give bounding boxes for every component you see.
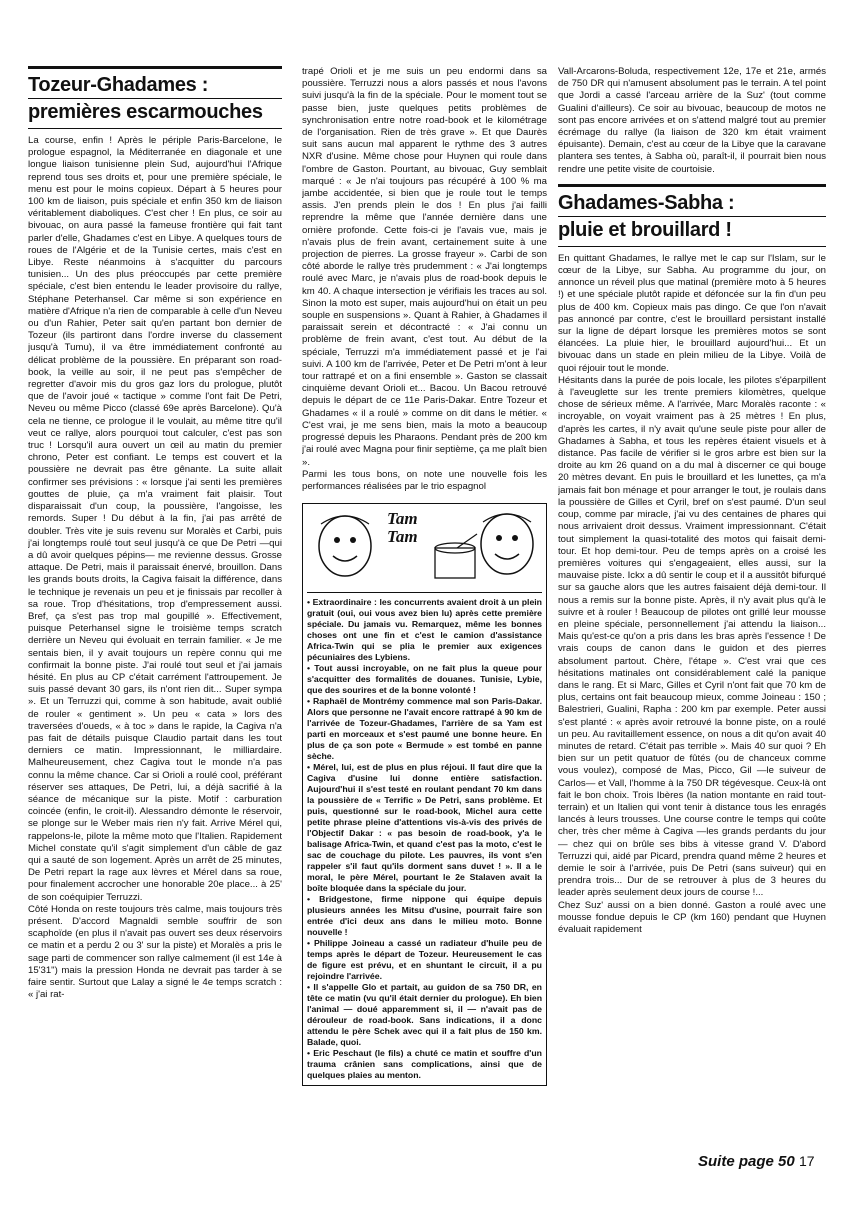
article1-title-line1: Tozeur-Ghadames : — [28, 74, 209, 96]
tamtam-item: • Mérel, lui, est de plus en plus réjoui. Il faut dire que la Cagiva d'usine lui donne entière satisfaction. Aujourd'hui il s'est testé en roulant pendant 70 km dans la poussière de « Terrific » De Petri, sans problème. Et puis, questionné sur le road-book, Michel aura cette petite phrase pleine d'attentions vis-à-vis des privés de l'Objectif Dakar : « pas besoin de road-book, y'a le balisage Africa-Twin, et quand c'est pas la moto, c'est le sac de couchage du pilote. Les pauvres, ils vont s'en rappeler s'il faut qu'ils dorment sans duvet ! ». Il a le moral, le père Mérel, pourtant le 2e Stalaven avait la boîte bloquée dans la spéciale du jour. — [307, 762, 542, 894]
article2-paragraph: Chez Suz' aussi on a bien donné. Gaston a roulé avec une mousse fondue depuis le CP (km 160) pendant que Huynen évaluait rapidement — [558, 899, 826, 935]
column-1 — [28, 66, 282, 1166]
tamtam-logo-line2: Tam — [387, 527, 418, 547]
tamtam-item: • Bridgestone, firme nippone qui équipe depuis plusieurs années les Mitsu d'usine, pourrait faire son entrée d'ici deux ans dans le milieu moto. Bonne nouvelle ! — [307, 894, 542, 938]
tamtam-item: • Extraordinaire : les concurrents avaient droit à un plein gratuit (oui, oui vous avez bien lu) après cette première spéciale. Du jamais vu. Remarquez, même les bonnes choses ont une fin et c'est le camion d'assistance Africa-Twin qui se plia le premier aux exigences pécuniaires des Lybiens. — [307, 597, 542, 663]
article1-paragraph: Côté Honda on reste toujours très calme, mais toujours très présent. D'accord Magnaldi semble souffrir de son scaphoïde (en plus il n'avait pas ouvert ses deux réservoirs ce matin et a perdu 2 ou 3' sur la piste) et Moralès a pris le sage parti de commencer son rallye calmement (il est 14e à 15'31") mais la pression Honda ne devrait pas tarder à se faire sentir. Surtout que Lalay a signé le 4e temps scratch : « j'ai rat- — [28, 903, 282, 1001]
article1-paragraph: La course, enfin ! Après le périple Paris-Barcelone, le prologue espagnol, la Méditerranée en diagonale et une longue liaison tunisienne plein Sud, aujourd'hui l'Afrique reprend tous ses droits et, pour une première spéciale, le menu est pour le moins copieux. Départ à 5 heures pour 100 km de liaison, puis spéciale et enfin 350 km de liaison véritablement diaboliques. C'est cher ! En plus, ce soir au bivouac, on aura passé la fameuse frontière qui fait tant parler d'elle, Ghadames c'est en Libye. A quelques tours de roues de l'Algérie et de la Tunisie certes, mais c'est en Libye. Reste néanmoins à s'acquitter du parcours tunisien... Un des plus préoccupés par cette première spéciale, c'est bien entendu le leader provisoire du rallye, Stéphane Peterhansel. Car même si son expérience en matière d'Afrique n'a rien de comparable à celle d'un Neveu ou d'un Rahier, Peter sait qu'en partant bon dernier de Tozeur (ils partiront dans l'ordre inverse du classement jusqu'à Tumu), il va être immédiatement confronté au délicat problème de la poussière. En préparant son road-book, la veille au soir, il ne peut pas s'empêcher de regretter d'avoir mis du gros gaz lors du prologue, plutôt que de l'avoir joué « tactique » comme l'ont fait De Petri, Neveu ou même Picco (classé 69e après Barcelone). Qu'à cela ne tienne, ce prologue il le voulait, au même titre qu'il veut ce rallye, alors pourquoi tout calculer, c'est pas son truc ! Lorsqu'il aura ouvert un œil au matin du premier chrono, Peter est confiant. Le temps est couvert et la poussière ne devrait pas être gênante. La suite allait confirmer ses prévisions : « lorsque j'ai senti les premières gouttes de pluie, ça m'a vraiment fait plaisir. Tout disparaissait d'un coup, la poussière, l'angoisse, les remords. Super ! Du début à la fin, j'ai pas arrêté de doubler. Très vite je suis revenu sur Moralès et Carbi, puis j'ai longtemps roulé tout seul jusqu'à ce que De Petri —qui a dû avoir quelques pépins— me revienne dessus. Grosse attaque. De Petri, mais il paraissait énervé, brouillon. Dans les grands bouts droits, la Cagiva faisait la différence, dans le technique je revenais un peu et je finissais par recoller à sa roue. Trop d'hésitations, trop d'empressement aussi. Bref, ça s'est pas trop mal goupillé ». Effectivement, puisque Peterhansel signe le troisième temps scratch derrière un Neveu qui évoluait en terrain familier. « Je me sentais bien, il y avait toujours un repère connu qui me confirmait la bonne piste. J'ai roulé tout seul et j'ai jamais hésité. En plus au CP c'était carrément l'attroupement. Je suis passé devant 30 gars, ils n'ont rien dit... Super sympa ». Et un Terruzzi qui, comme à son habitude, avait oublié de rouler « gentiment ». Un peu « cata » lors des traversées d'oueds, « à toc » dans le rapide, la Cagiva n'a pas fait de détails puisque Claudio partait dans les tout derniers ce matin. Impressionnant, le milliardaire. Malheureusement, chez Cagiva tout le monde n'a pas connu la même chance. Car si Orioli a roulé cool, préférant réserver ses attaques, De Petri, lui, a déjà sacrifié à la séance de mécanique sur la piste. Motif : carburation coincée (enfin, le croit-il). Alessandro démonte le réservoir, se plonge sur le Weber mais rien n'y fait. Arrive Mérel qui, rappelons-le, pilote la même moto que l'Italien. Rapidement Michel constate qu'il s'agit simplement d'un câble de gaz qui a sauté de son logement. Après un arrêt de 25 minutes, De Petri repart la rage aux lèvres et Mérel dans sa roue, pour finalement accrocher une honorable 20e place... à 25' de son coéquipier Terruzzi. — [28, 135, 282, 903]
tamtam-text — [307, 597, 542, 1081]
tamtam-item: • Il s'appelle Glo et partait, au guidon de sa 750 DR, en tête ce matin (vu qu'il était dernier du prologue). Eh bien l'animal — doué apparemment si, il — n'avait pas de dérouleur de road-book. Sans indications, il a donc attendu le père Schek avec qui il a fait plus de 150 km. Balade, quoi. — [307, 982, 542, 1048]
tamtam-item: • Philippe Joineau a cassé un radiateur d'huile peu de temps après le départ de Tozeur. Heureusement le cas de figure est prévu, et en shuntant le circuit, il a pu rejoindre l'arrivée. — [307, 938, 542, 982]
tamtam-logo — [387, 510, 418, 546]
tamtam-item: • Tout aussi incroyable, on ne fait plus la queue pour s'acquitter des formalités de douanes. Tunisie, Lybie, que des sourires et de la bonne volonté ! — [307, 663, 542, 696]
tamtam-header — [307, 504, 542, 593]
continued-on-page: Suite page 50 — [698, 1153, 795, 1170]
drum-illustration-icon — [307, 504, 544, 592]
article1-title-line2: premières escarmouches — [28, 98, 282, 125]
column-3 — [558, 66, 826, 1166]
tamtam-logo-line1: Tam — [387, 509, 418, 529]
tamtam-item: • Raphaël de Montrémy commence mal son Paris-Dakar. Alors que personne ne l'avait encore rattrapé à 90 km de l'arrivée de Tozeur-Ghadames, l'arrière de sa Yam est parti en morceaux et s'est paumé une bonne heure. En plus de ça son pote « Bermude » est tombé en panne sèche. — [307, 696, 542, 762]
article1-paragraph: Vall-Arcarons-Boluda, respectivement 12e, 17e et 21e, armés de 750 DR qui n'amusent absolument pas le terrain. A tel point que Jordi a cassé l'arceau arrière de la Suz' (tout comme Gualini d'ailleurs). Ce soir au bivouac, beaucoup de motos ne sont pas encore arrivées et on s'attend malgré tout au premier écrémage du rallye (la liaison de 320 km était vraiment épuisante). Demain, c'est au cœur de la Libye que la caravane plantera ses tentes, à Sabha où, paraît-il, il pourrait bien nous rendre une petite visite de courtoisie. — [558, 66, 826, 175]
page-number: 17 — [799, 1153, 815, 1169]
article1-paragraph: trapé Orioli et je me suis un peu endormi dans sa poussière. Terruzzi nous a alors passés et nous l'avons suivi jusqu'à la fin de la spéciale. Pour le moment tout se passe bien, juste quelques petits problèmes de synchronisation entre notre road-book et le kilométrage de l'organisation. Rien de très grave ». Et que Daurès suit sans aucun mal apparent le rythme des 3 autres NXR d'usine. Même chose pour Huynen qui roule dans l'ombre de Gaston. Pourtant, au bivouac, Guy semblait marqué : « Je n'ai toujours pas récupéré à 100 % ma jambe accidentée, si bien que je roule tout le temps assis. J'en prends plein le dos ! En plus j'ai failli reprendre la même que l'année dernière dans une ornière profonde. Cette fois-ci je l'avais vue, mais je n'avais plus de frein avant, certainement suite à une projection de pierres. La grosse frayeur ». Carbi de son côté aborde le rallye très prudemment : « J'ai longtemps roulé avec Marc, je n'avais plus de road-book depuis le km 40. A chaque intersection je vérifiais les traces au sol. Sinon la moto est super, mais aujourd'hui on était un peu souple en suspensions ». Quant à Rahier, à Ghadames il paraissait serein et décontracté : « J'ai connu un problème de frein avant, c'est tout. Au début de la spéciale, Terruzzi m'a immédiatement passé et je l'ai suivi. A 100 km de l'arrivée, Peter et De Petri m'ont à leur tour rattrapé et on a fini ensemble ». Gaston se classait cinquième devant Orioli et... Bacou. Un Bacou retrouvé depuis le départ de ce 11e Paris-Dakar. Entre Tozeur et Ghadames « il a roulé » comme on dit dans le métier. « C'est vrai, je me sens bien, mais la moto a beaucoup progressé depuis les Pharaons. Pendant près de 200 km j'ai roulé avec Magna pour finir septième, ça me plaît bien ». — [302, 66, 547, 468]
article2-paragraph: Hésitants dans la purée de pois locale, les pilotes s'éparpillent à l'aveuglette sur les trente premiers kilomètres, quelque chose de sérieux même. A l'arrivée, Marc Moralès raconte : « incroyable, on voyait vraiment pas à 25 mètres ! En plus, d'après les cartes, il n'y avait qu'une seule piste pour aller de Ghadames à Sabha, et tous les repères étaient visuels et à distance. Pas facile de vérifier si le gros arbre est bien sur la droite au km 26 quand on a du mal à discerner ce qui bouge 20 mètres devant. En puis le brouillard et les lunettes, ça m'a jamais fait bon ménage et pour arranger le tout, je roulais dans la poussière de Gilles et Cyril, bref on s'est paumé. D'un seul coup, comme par miracle, j'ai vu des centaines de phares qui nous arrivaient droit dessus. Vraiment impressionnant. C'était tout simplement la quasi-totalité des motos qui faisait demi-tour. Et hop demi-tour. Peu de temps après on a croisé les premières voitures qui s'engageaient, elles aussi, sur la mauvaise piste. Ickx a dû sentir le coup et il a aussitôt bifurqué sur sa gauche alors que les autres faisaient déjà demi-tour. Il nous a remis sur la bonne piste. Après, il n'y avait plus qu'à le suivre et à rouler ! Beaucoup de pilotes ont grillé leur mousse en pleine spéciale, personnellement j'ai attendu la liaison... Mais qu'est-ce qu'on a pris dans les bras après l'essence ! De vrais coups de canon dans le guidon et des pierres absolument partout. Chère, l'étape ». C'est vrai que ces hésitations matinales ont considérablement calé la panique dans le rang. Et si Marc, Gilles et Cyril n'ont fait que 70 km de plus, certains ont fait beaucoup mieux, comme Joineau : 150 ; Balestrieri, Gualini, Rapha : 200 km par exemple. Peter aussi s'est planté : « après avoir retrouvé la bonne piste, on a roulé un peu. Au ravitaillement essence, on nous a dit qu'on avait 40 minutes de retard. C'était pas terrible ». Mais 40 sur quoi ? Eh bien sur un petit quatuor de fûtés (ou de chanceux comme vous voulez), composé de Mas, Picco, Gil —le suiveur de Carlos— et Vall, l'homme à la 750 DR tégévesque. Ceux-là ont fait le bon choix. Trois Ibères (la nation montante en raid tout-terrain) et un Italien qui vont tenir à distance tous les enragés lancés à leurs trousses. Une course contre le temps qui coûte cher, très cher même à Cagiva —les grands perdants du jour— chez qui on brûle ses bibs à vitesse grand V. D'abord Terruzzi qui, aidé par Picard, prendra quand même 2 heures et demie le soir à l'arrivée, puis De Petri (sans suiveur) qui en prendra trois... Dur de se retrouver à plus de 3 heures du leader après seulement deux jours de course !... — [558, 374, 826, 899]
article2-paragraph: En quittant Ghadames, le rallye met le cap sur l'Islam, sur le cœur de la Libye, sur Sabha. Au programme du jour, on annonce un réveil plus que matinal (première moto à 5 heures !) et une spéciale plutôt rapide et défoncée sur la fin d'un peu plus de 400 km. Copieux mais pas dingo. Ce que l'on n'avait pas annoncé par contre, c'est le brouillard persistant installé sur la ligne de départ lorsque les premières motos se sont élancées. La pluie hier, le brouillard aujourd'hui... Et un bivouac dans un stade en plein milieu de la Libye. Voilà de quoi réjouir tout le monde. — [558, 252, 826, 374]
article1-paragraph: Parmi les tous bons, on note une nouvelle fois les performances réalisées par le trio espagnol — [302, 468, 547, 492]
tamtam-box — [302, 503, 547, 1086]
article1-headline — [28, 66, 282, 129]
column-2 — [302, 66, 547, 1166]
article2-title-line2: pluie et brouillard ! — [558, 216, 826, 243]
article2-title-line1: Ghadames-Sabha : — [558, 191, 735, 214]
tamtam-item: • Eric Peschaut (le fils) a chuté ce matin et souffre d'un trauma crânien sans complications, ainsi que de quelques plaies au menton. — [307, 1048, 542, 1081]
article2-headline — [558, 184, 826, 247]
